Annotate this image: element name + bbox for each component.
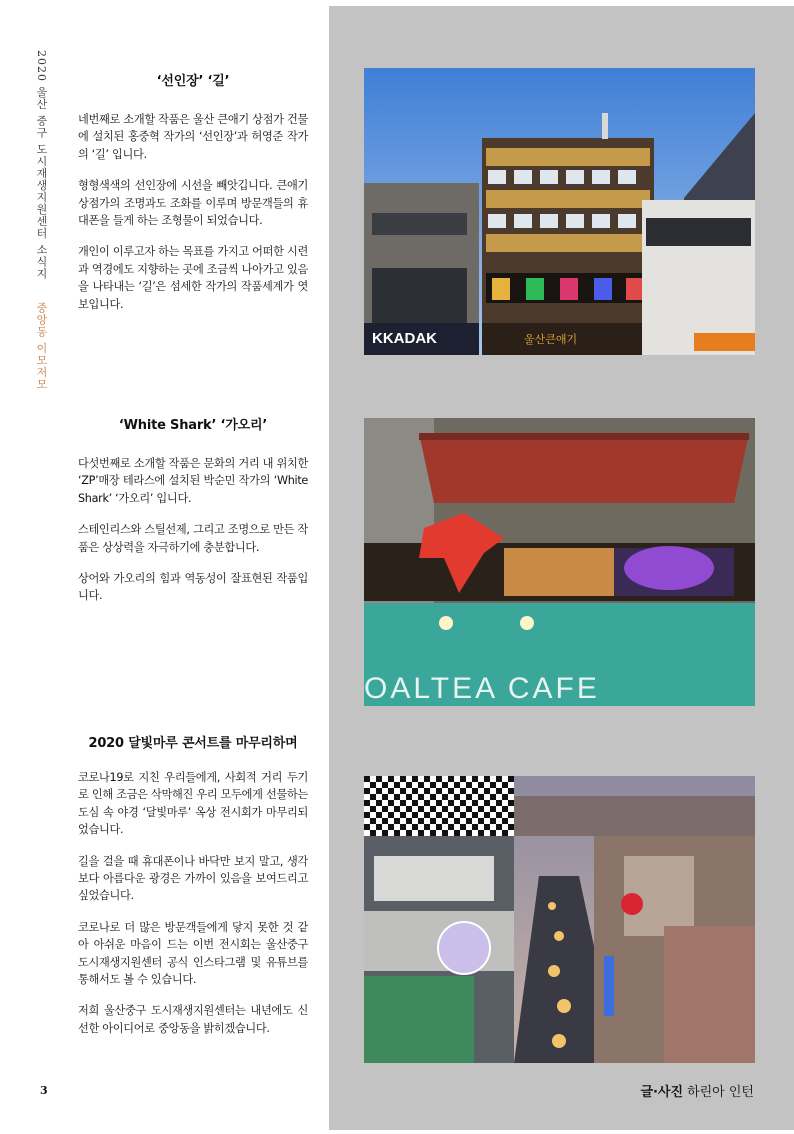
newsletter-subtitle: 중앙동 이모저모 [35, 302, 48, 391]
article-paragraph: 길을 걸을 때 휴대폰이나 바닥만 보지 말고, 생각보다 아름다운 광경은 가까이 있음을 보여드리고 싶었습니다. [78, 854, 308, 903]
article-title: 2020 달빛마루 콘서트를 마무리하며 [88, 736, 298, 751]
page-number: 3 [40, 1084, 48, 1097]
article-paragraph: 상어와 가오리의 힘과 역동성이 잘표현된 작품입니다. [78, 572, 308, 603]
vertical-header [34, 50, 48, 391]
sign-cafe: OALTEA CAFE [364, 672, 600, 705]
article-title: ‘White Shark’ ‘가오리’ [118, 418, 268, 433]
photo-cactus-building [364, 68, 755, 355]
photo-credit [640, 1081, 754, 1100]
credit-name: 하린아 인턴 [687, 1085, 754, 1100]
article-paragraph: 개인이 이루고자 하는 목표를 가지고 어떠한 시련과 역경에도 지향하는 곳에 조금씩 나아가고 있음을 나타내는 ‘길’은 섬세한 작가의 작품세계가 엿보입니다. [78, 245, 308, 311]
credit-label: 글·사진 [640, 1085, 684, 1100]
article-paragraph: 저희 울산중구 도시재생지원센터는 내년에도 신선한 아이디어로 중앙동을 밝히겠습니다. [78, 1004, 308, 1035]
article-paragraph: 네번째로 소개할 작품은 울산 큰애기 상점가 건물에 설치된 홍중혁 작가의 ‘선인장’과 허영준 작가의 ‘길’ 입니다. [78, 113, 308, 161]
sign-keunaegi: 울산큰애기 [524, 334, 578, 346]
photo-shark-cafe [364, 418, 755, 706]
article-title: ‘선인장’ ‘길’ [156, 74, 230, 89]
article-paragraph: 코로나로 더 많은 방문객들에게 닿지 못한 것 같아 아쉬운 마음이 드는 이번 전시회는 울산중구 도시재생지원센터 공식 인스타그램 및 유튜브를 통해서도 볼 수 있습니다. [78, 920, 308, 987]
article-paragraph: 형형색색의 선인장에 시선을 빼앗깁니다. 큰애기 상점가의 조명과도 조화를 이루며 방문객들의 휴대폰을 들게 하는 조형물이 되었습니다. [78, 179, 308, 228]
article-concert-wrapup [78, 732, 308, 1051]
article-paragraph: 코로나19로 지친 우리들에게, 사회적 거리 두기로 인해 조금은 삭막해진 우리 모두에게 선물하는 도심 속 야경 ‘달빛마루’ 옥상 전시회가 마무리되었습니다. [78, 771, 308, 837]
article-paragraph: 스테인리스와 스틸선제, 그리고 조명으로 만든 작품은 상상력을 자극하기에 충분합니다. [78, 523, 308, 554]
newsletter-title: 2020 울산 중구 도시재생지원센터 소식지 [35, 50, 48, 280]
article-white-shark [78, 414, 308, 619]
photo-street-night [364, 776, 755, 1063]
article-cactus-road [78, 70, 308, 327]
article-paragraph: 다섯번째로 소개할 작품은 문화의 거리 내 위치한 ‘ZP’매장 테라스에 설치된 박순민 작가의 ‘White Shark’ ‘가오리’ 입니다. [78, 457, 308, 505]
sign-kkadak: KKADAK [372, 330, 437, 347]
